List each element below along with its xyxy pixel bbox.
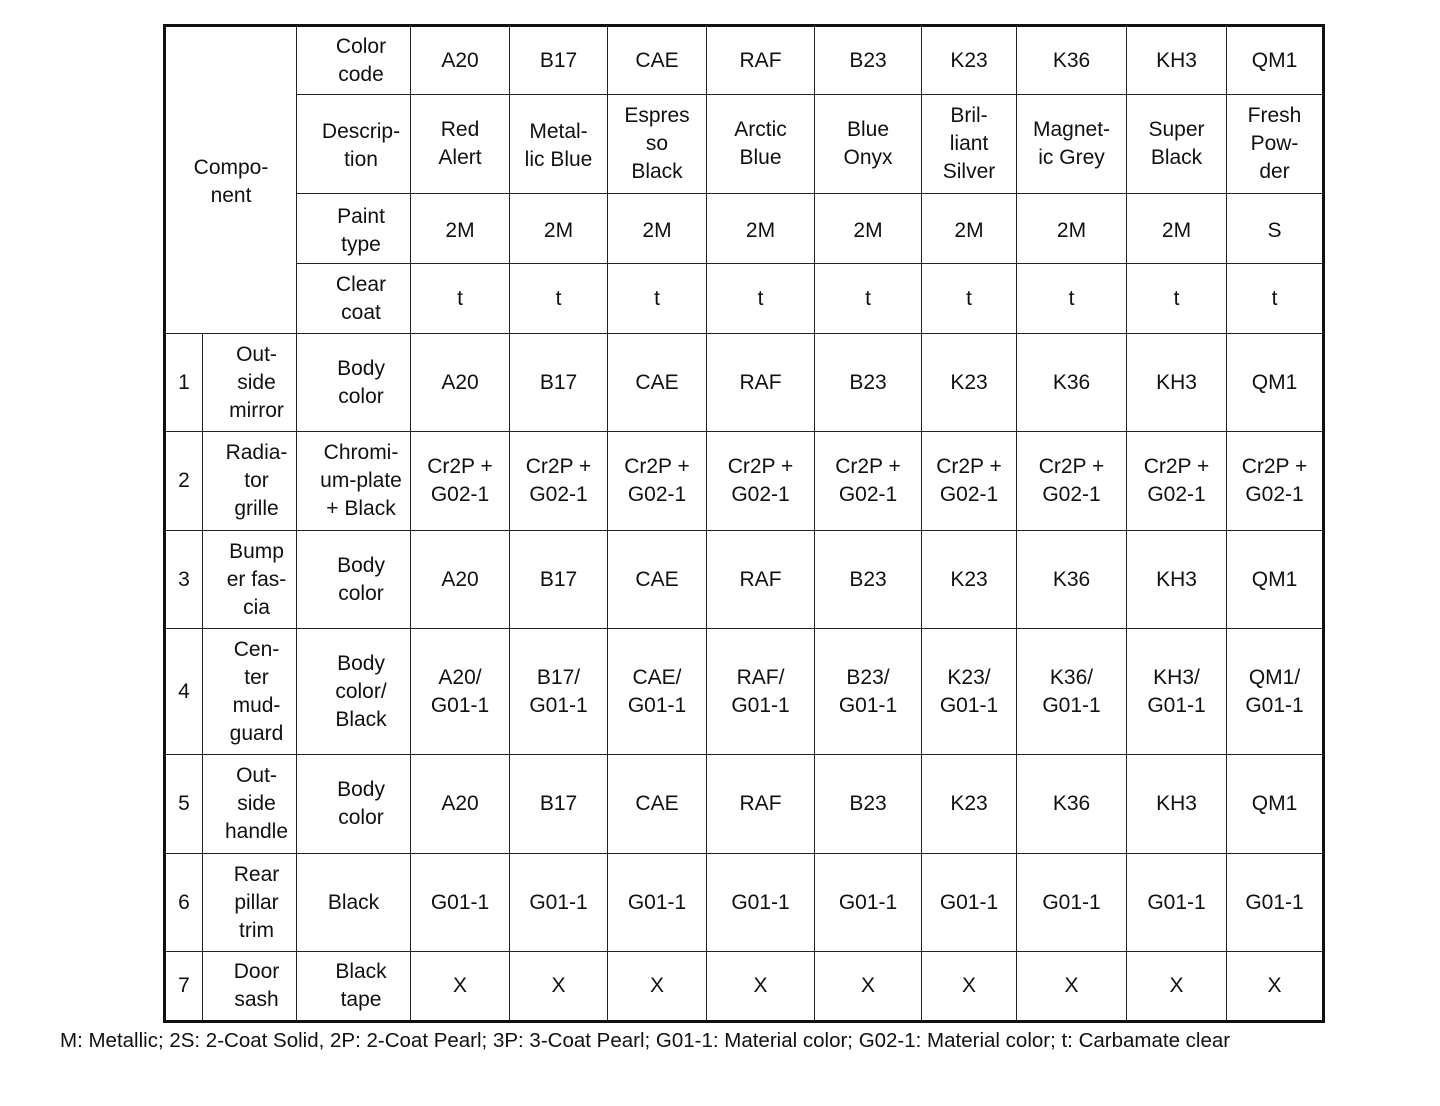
color-code-cell: B17: [510, 26, 608, 95]
value-cell: QM1: [1227, 755, 1324, 854]
footnote: M: Metallic; 2S: 2-Coat Solid, 2P: 2-Coat Pearl; 3P: 3-Coat Pearl; G01-1: Material color; G02-1: Material color; t: Carbamate clear: [60, 1029, 1231, 1052]
value-cell: Cr2P + G02-1: [510, 432, 608, 531]
component-spec: Body color: [297, 755, 411, 854]
component-row: [165, 629, 1324, 755]
value-cell: KH3: [1127, 755, 1227, 854]
color-code-cell: RAF: [707, 26, 815, 95]
row-number: 6: [165, 854, 203, 952]
color-code-cell: K23: [922, 26, 1017, 95]
component-name: Out- side mirror: [203, 334, 297, 432]
value-cell: G01-1: [510, 854, 608, 952]
paint-type-cell: 2M: [707, 194, 815, 264]
description-cell: Super Black: [1127, 95, 1227, 194]
clear-coat-cell: t: [815, 264, 922, 334]
color-code-cell: CAE: [608, 26, 707, 95]
value-cell: KH3: [1127, 531, 1227, 629]
value-cell: KH3/ G01-1: [1127, 629, 1227, 755]
value-cell: CAE/ G01-1: [608, 629, 707, 755]
value-cell: G01-1: [815, 854, 922, 952]
component-row: [165, 531, 1324, 629]
description-label: Descrip- tion: [297, 95, 411, 194]
value-cell: CAE: [608, 531, 707, 629]
value-cell: X: [510, 952, 608, 1022]
value-cell: X: [608, 952, 707, 1022]
value-cell: K23: [922, 531, 1017, 629]
component-row: [165, 755, 1324, 854]
color-code-cell: A20: [411, 26, 510, 95]
value-cell: G01-1: [1227, 854, 1324, 952]
description-cell: Espres so Black: [608, 95, 707, 194]
component-spec: Body color: [297, 531, 411, 629]
value-cell: A20: [411, 531, 510, 629]
value-cell: RAF: [707, 531, 815, 629]
clear-coat-cell: t: [707, 264, 815, 334]
clear-coat-cell: t: [608, 264, 707, 334]
component-row: [165, 952, 1324, 1022]
description-cell: Red Alert: [411, 95, 510, 194]
value-cell: G01-1: [1017, 854, 1127, 952]
value-cell: G01-1: [1127, 854, 1227, 952]
component-spec: Black tape: [297, 952, 411, 1022]
value-cell: Cr2P + G02-1: [1017, 432, 1127, 531]
component-row: [165, 432, 1324, 531]
component-name: Rear pillar trim: [203, 854, 297, 952]
value-cell: K36: [1017, 334, 1127, 432]
paint-type-cell: 2M: [608, 194, 707, 264]
value-cell: X: [922, 952, 1017, 1022]
paint-type-cell: 2M: [510, 194, 608, 264]
description-cell: Fresh Pow- der: [1227, 95, 1324, 194]
value-cell: Cr2P + G02-1: [411, 432, 510, 531]
value-cell: G01-1: [922, 854, 1017, 952]
component-spec: Chromi- um-plate + Black: [297, 432, 411, 531]
header-row-color-code: [165, 26, 1324, 95]
paint-type-cell: 2M: [411, 194, 510, 264]
component-spec: Black: [297, 854, 411, 952]
value-cell: G01-1: [707, 854, 815, 952]
value-cell: QM1/ G01-1: [1227, 629, 1324, 755]
value-cell: K36: [1017, 755, 1127, 854]
value-cell: X: [1017, 952, 1127, 1022]
value-cell: X: [411, 952, 510, 1022]
paint-type-cell: 2M: [1017, 194, 1127, 264]
component-row: [165, 854, 1324, 952]
row-number: 5: [165, 755, 203, 854]
value-cell: G01-1: [411, 854, 510, 952]
row-number: 2: [165, 432, 203, 531]
value-cell: A20/ G01-1: [411, 629, 510, 755]
color-code-cell: K36: [1017, 26, 1127, 95]
paint-type-label: Paint type: [297, 194, 411, 264]
value-cell: RAF: [707, 755, 815, 854]
description-cell: Arctic Blue: [707, 95, 815, 194]
value-cell: X: [707, 952, 815, 1022]
color-code-cell: QM1: [1227, 26, 1324, 95]
value-cell: G01-1: [608, 854, 707, 952]
row-number: 4: [165, 629, 203, 755]
value-cell: Cr2P + G02-1: [922, 432, 1017, 531]
value-cell: K23: [922, 755, 1017, 854]
value-cell: RAF: [707, 334, 815, 432]
component-row: [165, 334, 1324, 432]
clear-coat-cell: t: [411, 264, 510, 334]
component-name: Radia- tor grille: [203, 432, 297, 531]
value-cell: A20: [411, 334, 510, 432]
component-spec: Body color/ Black: [297, 629, 411, 755]
value-cell: K36: [1017, 531, 1127, 629]
row-number: 3: [165, 531, 203, 629]
component-name: Door sash: [203, 952, 297, 1022]
description-cell: Metal- lic Blue: [510, 95, 608, 194]
value-cell: K23/ G01-1: [922, 629, 1017, 755]
description-cell: Magnet- ic Grey: [1017, 95, 1127, 194]
component-name: Bump er fas- cia: [203, 531, 297, 629]
value-cell: K23: [922, 334, 1017, 432]
value-cell: B23: [815, 334, 922, 432]
component-spec: Body color: [297, 334, 411, 432]
header-row-clear-coat: [165, 264, 1324, 334]
value-cell: B17/ G01-1: [510, 629, 608, 755]
value-cell: RAF/ G01-1: [707, 629, 815, 755]
value-cell: CAE: [608, 334, 707, 432]
paint-type-cell: 2M: [922, 194, 1017, 264]
clear-coat-cell: t: [1127, 264, 1227, 334]
paint-type-cell: 2M: [815, 194, 922, 264]
description-cell: Bril- liant Silver: [922, 95, 1017, 194]
value-cell: B17: [510, 531, 608, 629]
paint-color-table: [163, 24, 1325, 1023]
value-cell: X: [1127, 952, 1227, 1022]
value-cell: Cr2P + G02-1: [1227, 432, 1324, 531]
value-cell: B23: [815, 755, 922, 854]
row-number: 7: [165, 952, 203, 1022]
value-cell: B23/ G01-1: [815, 629, 922, 755]
value-cell: QM1: [1227, 334, 1324, 432]
value-cell: Cr2P + G02-1: [1127, 432, 1227, 531]
header-row-description: [165, 95, 1324, 194]
component-header: Compo- nent: [165, 26, 297, 334]
value-cell: KH3: [1127, 334, 1227, 432]
color-code-cell: KH3: [1127, 26, 1227, 95]
clear-coat-cell: t: [510, 264, 608, 334]
color-code-cell: B23: [815, 26, 922, 95]
clear-coat-label: Clear coat: [297, 264, 411, 334]
header-row-paint-type: [165, 194, 1324, 264]
value-cell: X: [815, 952, 922, 1022]
component-name: Cen- ter mud- guard: [203, 629, 297, 755]
paint-type-cell: S: [1227, 194, 1324, 264]
component-name: Out- side handle: [203, 755, 297, 854]
description-cell: Blue Onyx: [815, 95, 922, 194]
value-cell: B17: [510, 755, 608, 854]
clear-coat-cell: t: [1227, 264, 1324, 334]
value-cell: Cr2P + G02-1: [608, 432, 707, 531]
value-cell: B23: [815, 531, 922, 629]
value-cell: K36/ G01-1: [1017, 629, 1127, 755]
row-number: 1: [165, 334, 203, 432]
value-cell: X: [1227, 952, 1324, 1022]
clear-coat-cell: t: [1017, 264, 1127, 334]
value-cell: QM1: [1227, 531, 1324, 629]
value-cell: B17: [510, 334, 608, 432]
value-cell: Cr2P + G02-1: [815, 432, 922, 531]
value-cell: Cr2P + G02-1: [707, 432, 815, 531]
clear-coat-cell: t: [922, 264, 1017, 334]
value-cell: A20: [411, 755, 510, 854]
value-cell: CAE: [608, 755, 707, 854]
color-code-label: Color code: [297, 26, 411, 95]
paint-type-cell: 2M: [1127, 194, 1227, 264]
